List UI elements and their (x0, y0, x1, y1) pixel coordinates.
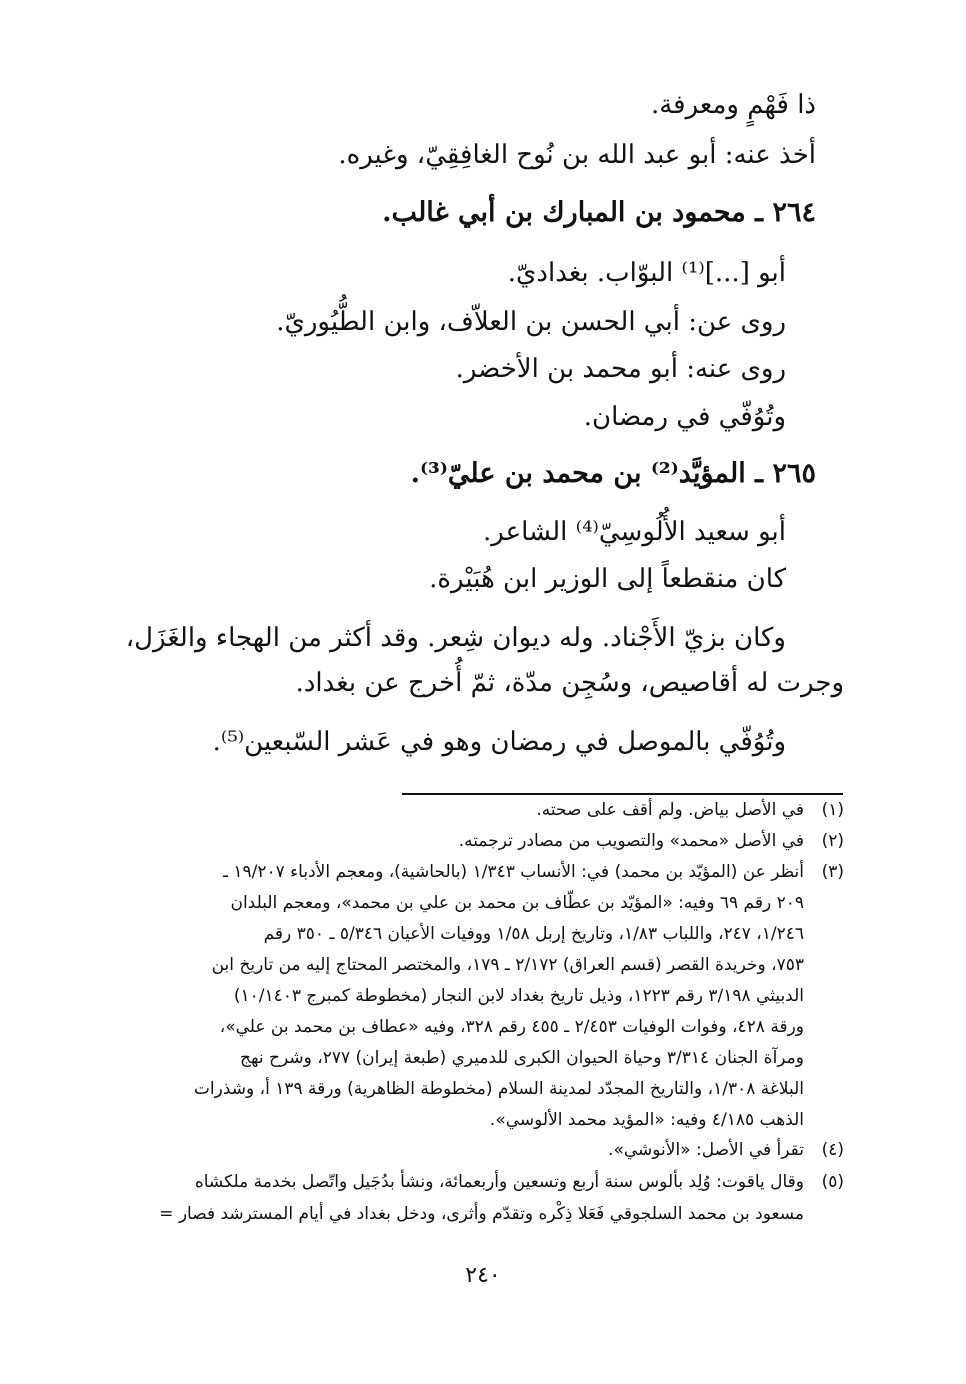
text-line: أخذ عنه: أبو عبد الله بن نُوح الغافِقِيّ، وغيره. (338, 140, 816, 170)
text-line: روى عنه: أبو محمد بن الأخضر. (455, 354, 786, 384)
entry-heading: ٢٦٤ ـ محمود بن المبارك بن أبي غالب. (382, 197, 816, 228)
footnote-marker: (٢) (821, 831, 844, 851)
text-line: وجرت له أقاصيص، وسُجِن مدّة، ثمّ أُخرج عن بغداد. (295, 668, 844, 698)
footnote-divider (402, 793, 843, 795)
footnote-line: تقرأ في الأصل: «الأنوشي». (608, 1140, 804, 1160)
text-line: ذا فَهْمٍ ومعرفة. (650, 90, 816, 120)
footnote-marker: (٣) (821, 862, 844, 882)
footnote-marker: (٥) (821, 1172, 844, 1192)
footnote-line: أنظر عن (المؤيّد بن محمد) في: الأنساب ١/٣٤٣ (بالحاشية)، ومعجم الأدباء ١٩/٢٠٧ ـ (223, 862, 804, 882)
footnote-marker: (١) (821, 800, 844, 820)
text-line: كان منقطعاً إلى الوزير ابن هُبَيْرة. (429, 564, 786, 594)
footnote-line: ١/٢٤٦، ٢٤٧، واللباب ١/٨٣، وتاريخ إربل ١/٥٨ ووفيات الأعيان ٥/٣٤٦ ـ ٣٥٠ رقم (263, 924, 804, 944)
text-line: وتُوُفّي في رمضان. (583, 402, 786, 432)
text-line: أبو سعيد الأُلُوسِيّ⁽⁴⁾ الشاعر. (483, 517, 786, 547)
footnote-line: في الأصل «محمد» والتصويب من مصادر ترجمته. (458, 831, 804, 851)
footnote-marker: (٤) (821, 1140, 844, 1160)
text-line: وكان بزيّ الأَجْناد. وله ديوان شِعر. وقد أكثر من الهجاء والغَزَل، (125, 623, 786, 653)
footnote-line: في الأصل بياض. ولم أقف على صحته. (536, 800, 804, 820)
footnote-line: البلاغة ١/٣٠٨، والتاريخ المجدّد لمدينة السلام (مخطوطة الظاهرية) ورقة ١٣٩ أ، وشذرات (193, 1079, 804, 1099)
footnote-line: الذهب ٤/١٨٥ وفيه: «المؤيد محمد الألوسي». (489, 1110, 804, 1130)
footnote-line: وقال ياقوت: وُلِد بألوس سنة أربع وتسعين وأربعمائة، ونشأ بدُجَيل واتّصل بخدمة ملكشاه (194, 1172, 804, 1192)
text-line: روى عن: أبي الحسن بن العلاّف، وابن الطُّيُوريّ. (276, 307, 786, 337)
footnote-line: ومرآة الجنان ٣/٣١٤ وحياة الحيوان الكبرى للدميري (طبعة إيران) ٢٧٧، وشرح نهج (240, 1048, 804, 1068)
footnote-line: ٧٥٣، وخريدة القصر (قسم العراق) ٢/١٧٢ ـ ١٧٩، والمختصر المحتاج إليه من تاريخ ابن (211, 955, 804, 975)
footnote-line: ٢٠٩ رقم ٦٩ وفيه: «المؤيّد بن عطّاف بن محمد بن علي بن محمد»، ومعجم البلدان (230, 893, 804, 913)
text-line: أبو [...]⁽¹⁾ البوّاب. بغداديّ. (507, 258, 786, 288)
text-line: وتُوُفّي بالموصل في رمضان وهو في عَشر السّبعين⁽⁵⁾. (212, 727, 786, 757)
entry-heading: ٢٦٥ ـ المؤيَّد⁽²⁾ بن محمد بن عليّ⁽³⁾. (410, 458, 816, 489)
page-number: ٢٤٠ (465, 1263, 501, 1288)
footnote-line: الدبيثي ٣/١٩٨ رقم ١٢٢٣، وذيل تاريخ بغداد لابن النجار (مخطوطة كمبرج ١٠/١٤٠٣) (233, 986, 804, 1006)
footnote-line: مسعود بن محمد السلجوقي فَعَلا ذِكْره وتقدّم وأثرى، ودخل بغداد في أيام المسترشد فصار = (159, 1204, 804, 1224)
footnote-line: ورقة ٤٢٨، وفوات الوفيات ٢/٤٥٣ ـ ٤٥٥ رقم ٣٢٨، وفيه «عطاف بن محمد بن علي»، (219, 1017, 804, 1037)
